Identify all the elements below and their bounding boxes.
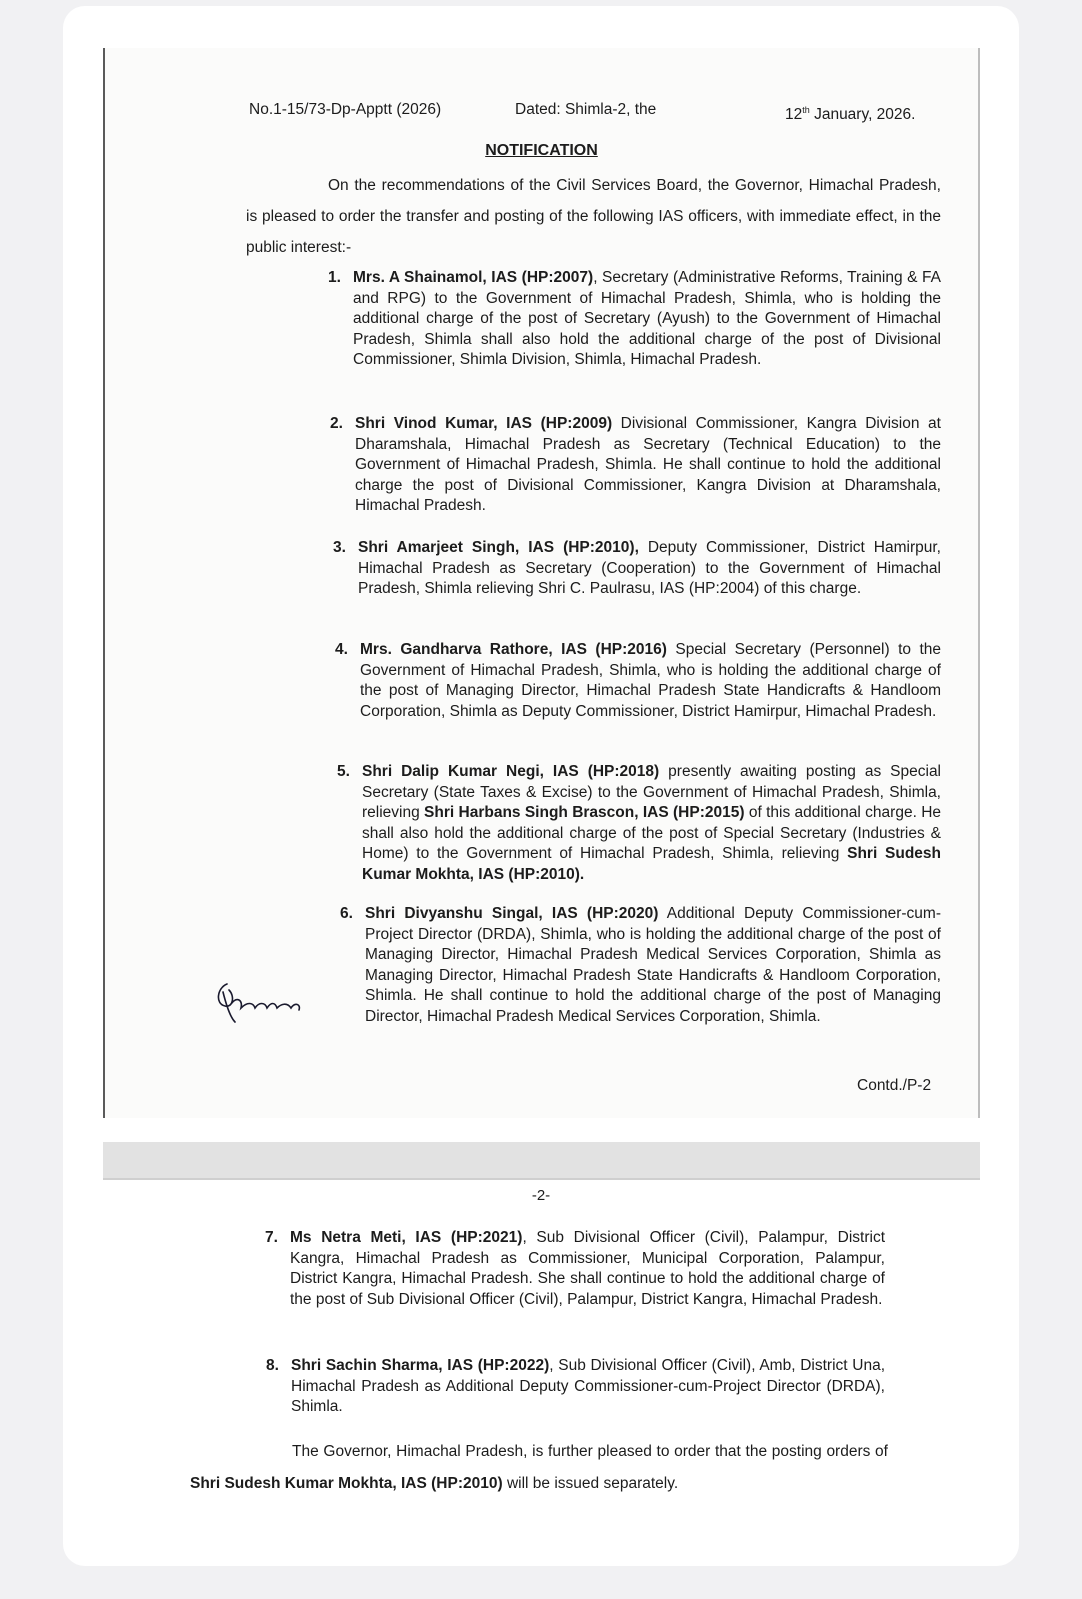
list-item: 2. Shri Vinod Kumar, IAS (HP:2009) Divisional Commissioner, Kangra Division at Dharamshala, Himachal Pradesh as Secretary (Technical Education) to the Government of Himachal Pradesh, Shimla. He shall continue to hold the additional charge the post of Divisional Commissioner, Kangra Division at Dharamshala, Himachal Pradesh. xyxy=(330,415,941,514)
list-item: 7. Ms Netra Meti, IAS (HP:2021), Sub Divisional Officer (Civil), Palampur, District Kangra, Himachal Pradesh as Commissioner, Municipal Corporation, Palampur, District Kangra, Himachal Pradesh. She shall continue to hold the additional charge of the post of Sub Divisional Officer (Civil), Palampur, District Kangra, Himachal Pradesh. xyxy=(265,1229,886,1308)
page-number: -2- xyxy=(531,1187,551,1204)
reference-number: No.1-15/73-Dp-Apptt (2026) xyxy=(249,101,442,118)
intro-paragraph: On the recommendations of the Civil Services Board, the Governor, Himachal Pradesh, is pleased to order the transfer and posting of the following IAS officers, with immediate effect, in the public interest:- xyxy=(246,177,941,256)
list-item: 5. Shri Dalip Kumar Negi, IAS (HP:2018) presently awaiting posting as Special Secretary (State Taxes & Excise) to the Government of Himachal Pradesh, Shimla, relieving Shri Harbans Singh Brascon, IAS (HP:2015) of this additional charge. He shall also hold the additional charge of the post of Special Secretary (Industries & Home) to the Government of Himachal Pradesh, Shimla, relieving Shri Sudesh Kumar Mokhta, IAS (HP:2010). xyxy=(337,763,942,883)
list-item: 4. Mrs. Gandharva Rathore, IAS (HP:2016) Special Secretary (Personnel) to the Government of Himachal Pradesh, Shimla, who is holding the additional charge of the post of Managing Director, Himachal Pradesh State Handicrafts & Handloom Corporation, Shimla as Deputy Commissioner, District Hamirpur, Himachal Pradesh. xyxy=(335,641,942,720)
list-item: 1. Mrs. A Shainamol, IAS (HP:2007), Secretary (Administrative Reforms, Training & FA and RPG) to the Government of Himachal Pradesh, Shimla, who is holding the additional charge of the post of Secretary (Ayush) to the Government of Himachal Pradesh, Shimla shall also hold the additional charge of the post of Divisional Commissioner, Shimla Division, Shimla, Himachal Pradesh. xyxy=(328,269,941,368)
closing-paragraph: The Governor, Himachal Pradesh, is further pleased to order that the posting orders of Shri Sudesh Kumar Mokhta, IAS (HP:2010) will be issued separately. xyxy=(190,1443,888,1492)
continued-note: Contd./P-2 xyxy=(857,1077,932,1094)
notification-date: 12th January, 2026. xyxy=(785,105,916,124)
document-viewer xyxy=(63,6,1019,1566)
page-1 xyxy=(103,48,980,1118)
signature-mark xyxy=(213,978,313,1024)
page-separator xyxy=(103,1142,980,1178)
list-item: 3. Shri Amarjeet Singh, IAS (HP:2010), Deputy Commissioner, District Hamirpur, Himachal Pradesh as Secretary (Cooperation) to the Government of Himachal Pradesh, Shimla relieving Shri C. Paulrasu, IAS (HP:2004) of this charge. xyxy=(333,539,941,597)
list-item: 6. Shri Divyanshu Singal, IAS (HP:2020) Additional Deputy Commissioner-cum-Project Director (DRDA), Shimla, who is holding the additional charge of the post of Managing Director, Himachal Pradesh Medical Services Corporation, Shimla as Managing Director, Himachal Pradesh State Handicrafts & Handloom Corporation, Shimla. He shall continue to hold the additional charge of the post of Managing Director, Himachal Pradesh Medical Services Corporation, Shimla. xyxy=(340,905,941,1025)
page-separator-line xyxy=(103,1178,980,1180)
dated-label: Dated: Shimla-2, the xyxy=(515,101,657,118)
list-item: 8. Shri Sachin Sharma, IAS (HP:2022), Sub Divisional Officer (Civil), Amb, District Una, Himachal Pradesh as Additional Deputy Commissioner-cum-Project Director (DRDA), Shimla. xyxy=(266,1357,886,1415)
notification-title: NOTIFICATION xyxy=(485,142,598,159)
